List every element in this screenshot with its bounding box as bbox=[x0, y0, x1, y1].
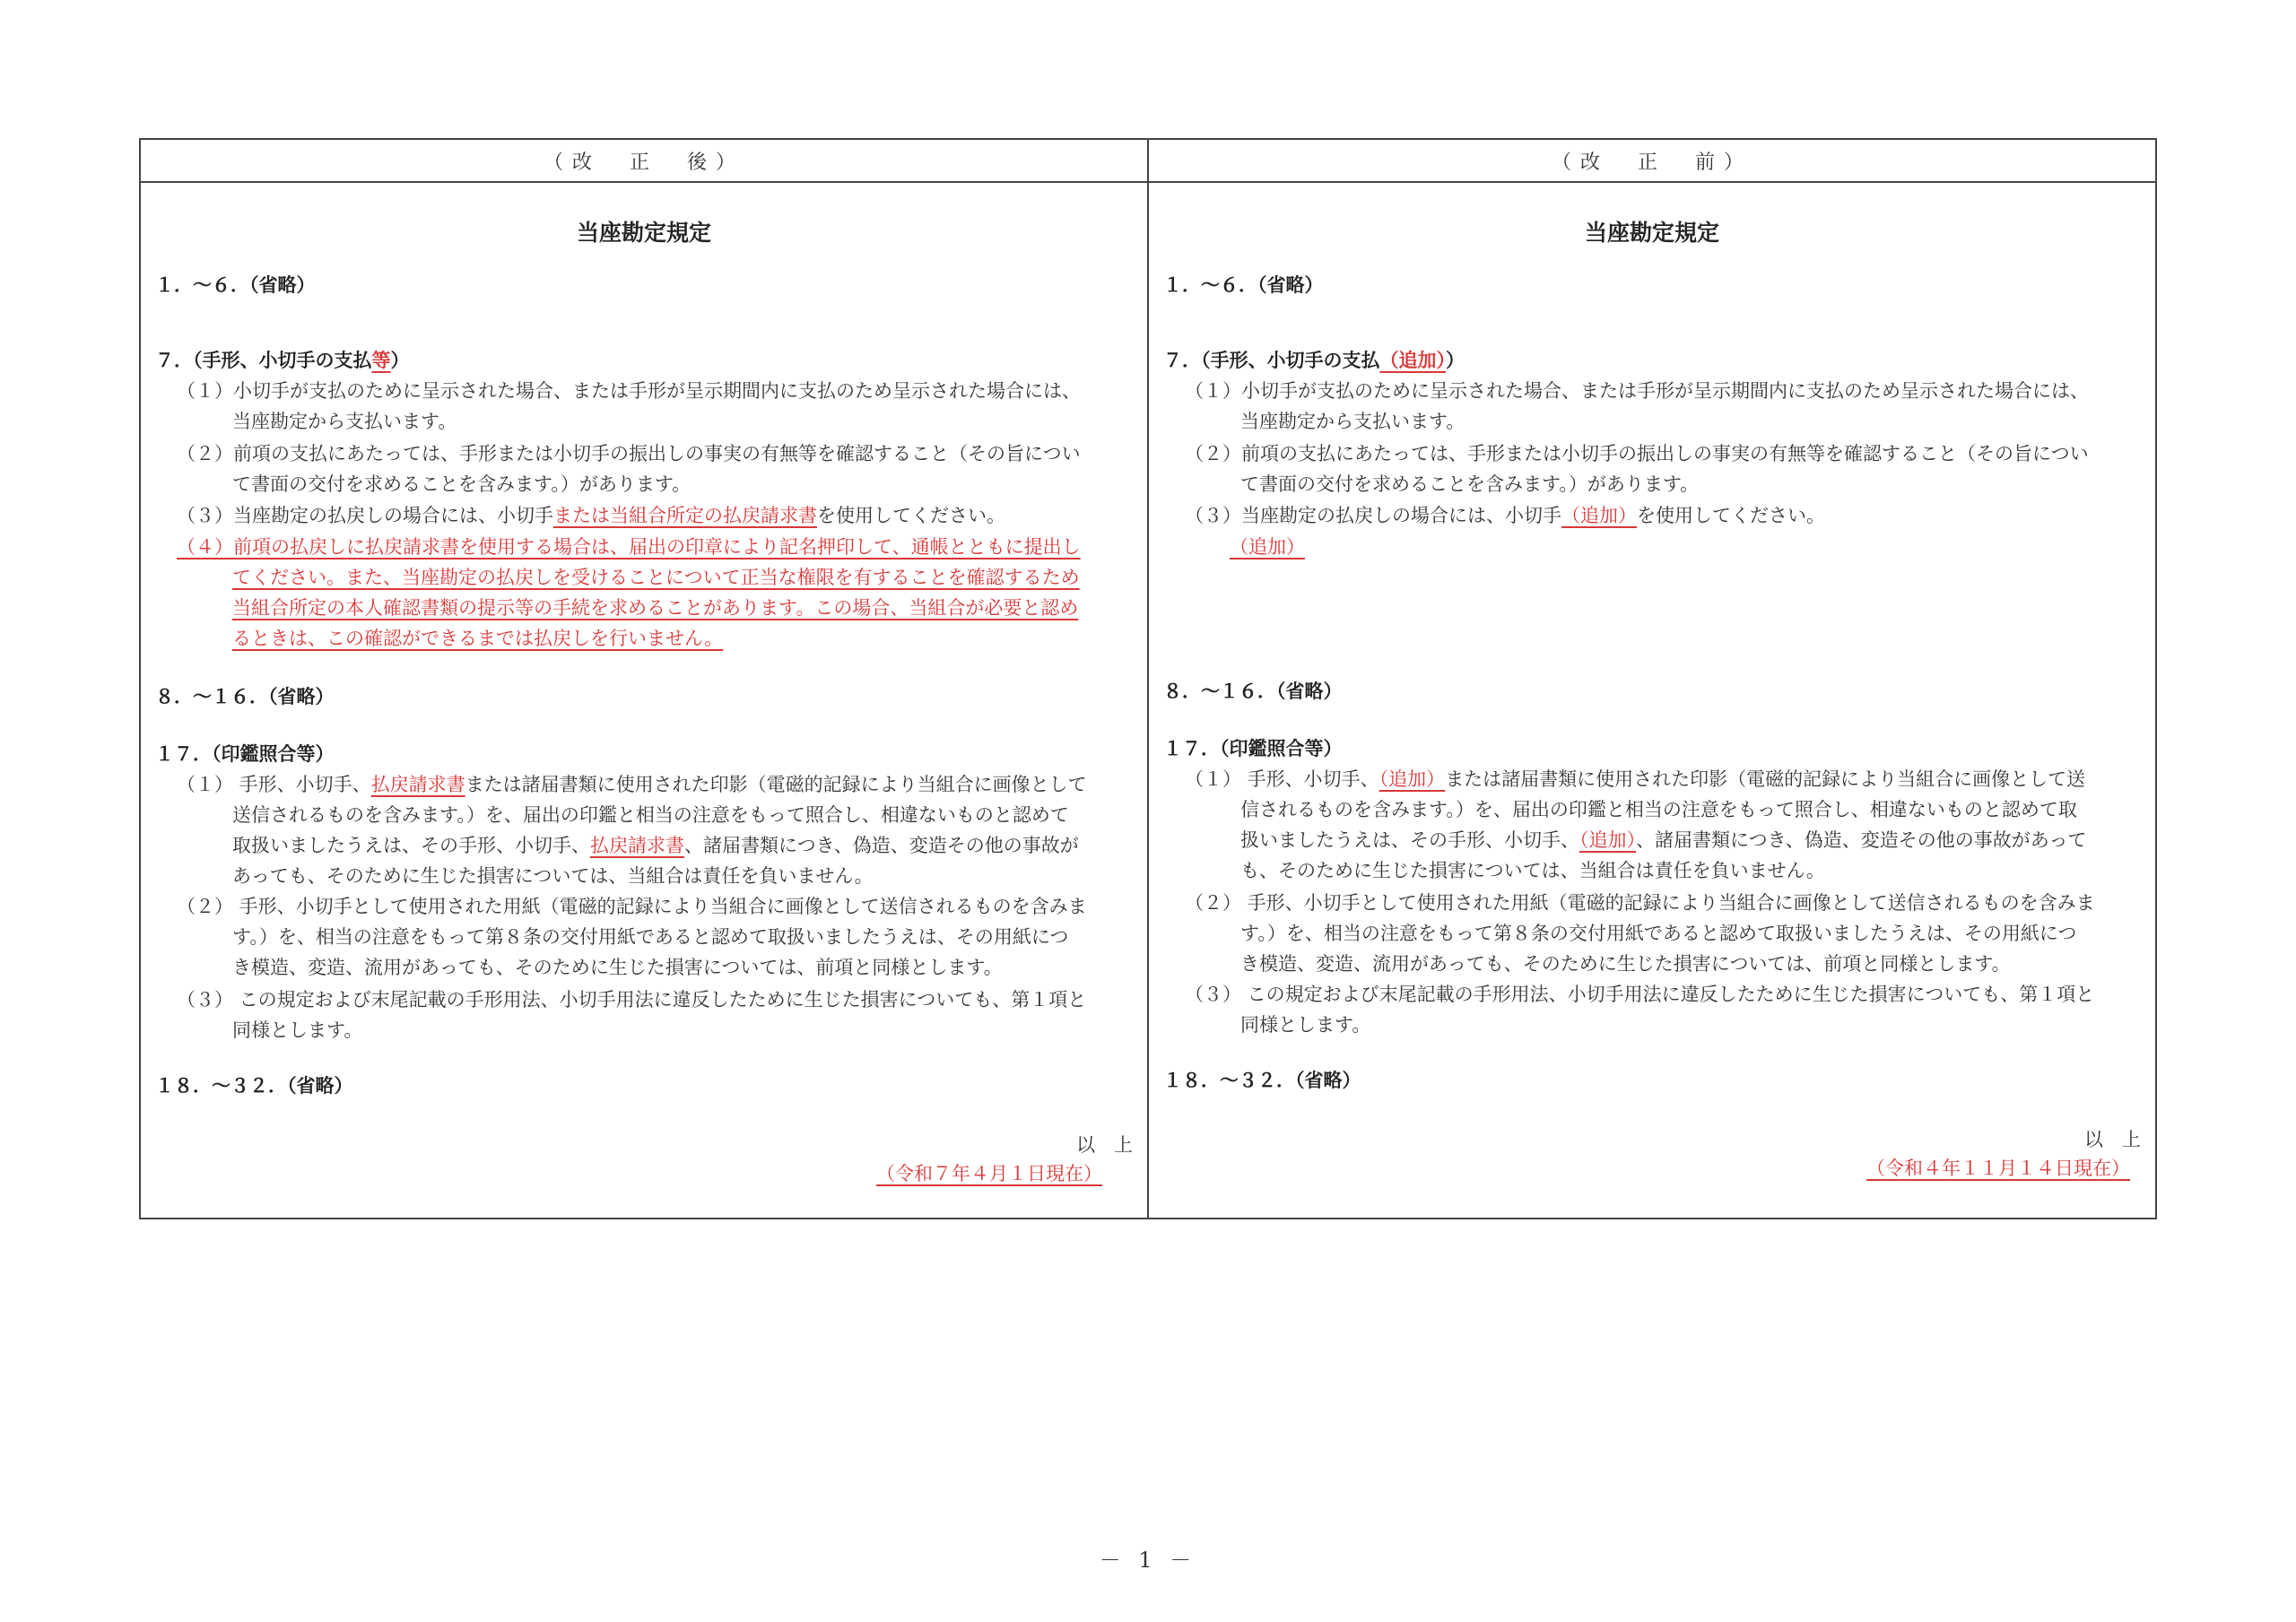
table-body-row bbox=[141, 183, 2155, 1218]
after-title: 当座勘定規定 bbox=[576, 220, 711, 246]
after-section-7-added: 等 bbox=[371, 349, 391, 371]
header-before: （改 正 前） bbox=[1147, 140, 2155, 181]
after-effective-date: （令和７年４月１日現在） bbox=[876, 1163, 1102, 1184]
before-section-7-heading: ７．（手形、小切手の支払（追加）） bbox=[1163, 349, 1465, 371]
before-p3: （３）当座勘定の払戻しの場合には、小切手（追加）を使用してください。 bbox=[1185, 505, 1825, 526]
column-before bbox=[1147, 183, 2155, 1218]
after-p2-line2: て書面の交付を求めることを含みます。）があります。 bbox=[232, 473, 691, 495]
before-section-17-heading: １７．（印鑑照合等） bbox=[1163, 737, 1343, 759]
comparison-table bbox=[139, 138, 2157, 1219]
after-q1-added-1: 払戻請求書 bbox=[370, 774, 465, 795]
before-q3-line1: （３） この規定および末尾記載の手形用法、小切手用法に違反したために生じた損害についても、第１項と bbox=[1185, 984, 2095, 1005]
before-title: 当座勘定規定 bbox=[1584, 220, 1719, 246]
before-q2-line2: す。）を、相当の注意をもって第８条の交付用紙であると認めて取扱いましたうえは、その用紙につ bbox=[1240, 923, 2077, 944]
before-effective-date: （令和４年１１月１４日現在） bbox=[1866, 1158, 2130, 1179]
after-section-7-heading: ７．（手形、小切手の支払等） bbox=[155, 349, 410, 371]
after-p3-added: または当組合所定の払戻請求書 bbox=[553, 505, 817, 526]
before-section-1-6: １．～６．（省略） bbox=[1163, 273, 1324, 296]
after-p4-line4: るときは、この確認ができるまでは払戻しを行いません。 bbox=[232, 628, 724, 649]
page-number: － 1 － bbox=[1099, 1548, 1197, 1573]
header-after: （改 正 後） bbox=[543, 151, 744, 174]
after-q3-line2: 同様とします。 bbox=[232, 1019, 363, 1041]
after-q1-line4: あっても、そのために生じた損害については、当組合は責任を負いません。 bbox=[232, 865, 874, 887]
after-section-1-6: １．～６．（省略） bbox=[155, 273, 316, 296]
after-p3: （３）当座勘定の払戻しの場合には、小切手または当組合所定の払戻請求書を使用してください。 bbox=[177, 505, 1005, 526]
before-q1-added-2: （追加） bbox=[1579, 829, 1636, 851]
before-q2-line3: き模造、変造、流用があっても、そのために生じた損害については、前項と同様とします。 bbox=[1240, 953, 2011, 975]
before-p3-added: （追加） bbox=[1561, 505, 1637, 526]
after-section-8-16: ８．～１６．（省略） bbox=[155, 685, 335, 707]
after-q2-line1: （２） 手形、小切手として使用された用紙（電磁的記録により当組合に画像として送信されるものを含みま bbox=[177, 896, 1087, 917]
after-q1-line1: （１） 手形、小切手、払戻請求書または諸届書類に使用された印影（電磁的記録により当組合に画像として bbox=[177, 774, 1087, 795]
after-q1-added-2: 払戻請求書 bbox=[590, 835, 684, 856]
before-q3-line2: 同様とします。 bbox=[1240, 1014, 1371, 1036]
before-q1-line3: 扱いましたうえは、その手形、小切手、（追加）、諸届書類につき、偽造、変造その他の事故があって bbox=[1240, 829, 2087, 851]
after-p1-line2: 当座勘定から支払います。 bbox=[232, 411, 457, 432]
after-q3-line1: （３） この規定および末尾記載の手形用法、小切手用法に違反したために生じた損害についても、第１項と bbox=[177, 989, 1087, 1010]
before-p1-line2: 当座勘定から支払います。 bbox=[1240, 411, 1465, 432]
before-p1-line1: （１）小切手が支払のために呈示された場合、または手形が呈示期間内に支払のため呈示された場合には、 bbox=[1185, 380, 2089, 402]
before-section-18-32: １８．～３２．（省略） bbox=[1163, 1069, 1361, 1091]
after-q2-line2: す。）を、相当の注意をもって第８条の交付用紙であると認めて取扱いましたうえは、その用紙につ bbox=[232, 926, 1069, 948]
before-p2-line2: て書面の交付を求めることを含みます。）があります。 bbox=[1240, 473, 1700, 495]
after-q1-line2: 送信されるものを含みます。）を、届出の印鑑と相当の注意をもって照合し、相違ないものと認めて bbox=[232, 804, 1069, 826]
before-q1-line4: も、そのために生じた損害については、当組合は責任を負いません。 bbox=[1240, 860, 1825, 881]
before-closing: 以 上 bbox=[2084, 1129, 2141, 1150]
before-q1-line2: 信されるものを含みます。）を、届出の印鑑と相当の注意をもって照合し、相違ないものと認めて取 bbox=[1240, 799, 2077, 820]
table-header-row bbox=[141, 140, 2155, 183]
after-p4-line2: てください。また、当座勘定の払戻しを受けることについて正当な権限を有することを確認するため bbox=[232, 567, 1080, 588]
before-q1-line1: （１） 手形、小切手、（追加）または諸届書類に使用された印影（電磁的記録により当組合に画像として送 bbox=[1185, 768, 2086, 790]
before-p2-line1: （２）前項の支払にあたっては、手形または小切手の振出しの事実の有無等を確認すること（その旨につい bbox=[1185, 443, 2089, 464]
column-after bbox=[141, 183, 1147, 1218]
after-section-17-heading: １７．（印鑑照合等） bbox=[155, 742, 335, 765]
after-p4-line1: （４）前項の払戻しに払戻請求書を使用する場合は、届出の印章により記名押印して、通帳とともに提出し bbox=[177, 536, 1081, 558]
after-closing: 以 上 bbox=[1076, 1134, 1133, 1156]
after-p2-line1: （２）前項の支払にあたっては、手形または小切手の振出しの事実の有無等を確認すること（その旨につい bbox=[177, 443, 1081, 464]
after-p1-line1: （１）小切手が支払のために呈示された場合、または手形が呈示期間内に支払のため呈示された場合には、 bbox=[177, 380, 1081, 402]
after-q2-line3: き模造、変造、流用があっても、そのために生じた損害については、前項と同様とします。 bbox=[232, 957, 1003, 978]
before-q2-line1: （２） 手形、小切手として使用された用紙（電磁的記録により当組合に画像として送信されるものを含みま bbox=[1185, 892, 2095, 914]
before-section-8-16: ８．～１６．（省略） bbox=[1163, 680, 1343, 702]
after-q1-line3: 取扱いましたうえは、その手形、小切手、払戻請求書、諸届書類につき、偽造、変造その他の事故が bbox=[232, 835, 1079, 856]
before-p4-added: （追加） bbox=[1230, 536, 1305, 558]
before-section-7-added: （追加） bbox=[1379, 349, 1446, 371]
after-section-18-32: １８．～３２．（省略） bbox=[155, 1074, 353, 1097]
before-q1-added-1: （追加） bbox=[1378, 768, 1446, 790]
after-p4-line3: 当組合所定の本人確認書類の提示等の手続を求めることがあります。この場合、当組合が必要と認め bbox=[232, 597, 1079, 619]
